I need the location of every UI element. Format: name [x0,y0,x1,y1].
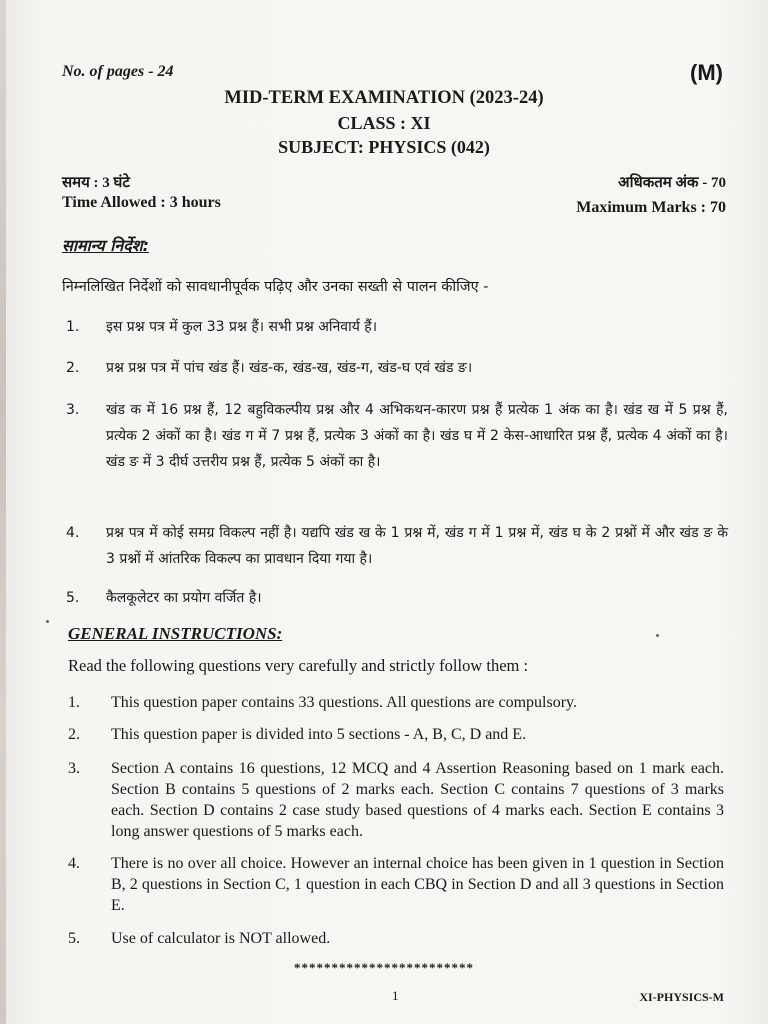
max-marks-english: Maximum Marks : 70 [576,199,726,216]
hindi-instruction-item [62,314,728,340]
item-text: Use of calculator is NOT allowed. [111,930,331,947]
item-text: प्रश्न पत्र में कोई समग्र विकल्प नहीं है। यद्यपि खंड ख के 1 प्रश्न में, खंड ग में 1 प्रश्न में, खंड घ के 2 प्रश्नों में और खंड ङ के 3 प्रश्नों में आंतरिक विकल्प का प्रावधान दिया गया है। [106,525,728,567]
hindi-instructions-heading: सामान्य निर्देश: [62,236,150,255]
item-number: 2. [68,726,80,743]
item-number: 2. [66,360,80,376]
ink-speck [46,620,49,623]
english-instruction-item [64,692,724,713]
hindi-instructions-intro: निम्नलिखित निर्देशों को सावधानीपूर्वक पढ़िए और उनका सख्ती से पालन कीजिए - [62,279,489,295]
english-instruction-item [64,724,724,745]
hindi-instruction-item [62,585,728,611]
english-instruction-item [64,758,724,842]
hindi-instruction-item [62,397,728,475]
item-text: खंड क में 16 प्रश्न हैं, 12 बहुविकल्पीय प्रश्न और 4 अभिकथन-कारण प्रश्न हैं प्रत्येक 1 अंक का है। खंड ख में 5 प्रश्न हैं, प्रत्येक 2 अंकों का है। खंड ग में 7 प्रश्न हैं, प्रत्येक 3 अंकों का है। खंड घ में 2 केस-आधारित प्रश्न हैं, प्रत्येक 4 अंकों का है। खंड ङ में 3 दीर्घ उत्तरीय प्रश्न हैं, प्रत्येक 5 अंकों का है। [106,402,728,470]
item-number: 3. [68,760,80,777]
general-instructions-intro: Read the following questions very carefully and strictly follow them : [68,656,529,675]
item-number: 4. [66,525,80,541]
item-text: This question paper is divided into 5 sections - A, B, C, D and E. [111,726,527,743]
page-number: 1 [392,988,399,1003]
hindi-instruction-item [62,520,728,572]
class-label: CLASS : XI [337,113,431,133]
page-count: No. of pages - 24 [62,63,174,80]
item-text: कैलकूलेटर का प्रयोग वर्जित है। [106,590,262,606]
hindi-instruction-item [62,355,728,381]
item-number: 4. [68,855,80,872]
end-separator: ************************ [294,960,474,975]
exam-title: MID-TERM EXAMINATION (2023-24) [224,88,544,108]
item-text: Section A contains 16 questions, 12 MCQ and 4 Assertion Reasoning based on 1 mark each. Section B contains 5 questions of 2 marks each. Section C contains 7 questions of 3 marks each. Section D contains 2 case study based questions of 4 marks each. Section E contains 3 long answer questions of 5 marks each. [111,760,724,840]
item-number: 5. [66,590,80,606]
time-english: Time Allowed : 3 hours [62,194,221,211]
item-text: There is no over all choice. However an internal choice has been given in 1 question in Section B, 2 questions in Section C, 1 question in each CBQ in Section D and all 3 questions in Section E. [111,855,724,914]
time-hindi: समय : 3 घंटे [62,175,130,191]
item-number: 1. [66,319,80,335]
item-number: 1. [68,694,80,711]
item-text: This question paper contains 33 questions. All questions are compulsory. [111,694,578,711]
ink-speck [656,634,659,637]
general-instructions-heading: GENERAL INSTRUCTIONS: [68,624,283,643]
item-number: 3. [66,402,80,418]
item-text: इस प्रश्न पत्र में कुल 33 प्रश्न हैं। सभी प्रश्न अनिवार्य हैं। [106,319,378,335]
item-text: प्रश्न प्रश्न पत्र में पांच खंड हैं। खंड-क, खंड-ख, खंड-ग, खंड-घ एवं खंड ङ। [106,360,473,376]
item-number: 5. [68,930,80,947]
subject-label: SUBJECT: PHYSICS (042) [278,137,490,157]
paper-code: XI-PHYSICS-M [639,990,724,1004]
english-instruction-item [64,928,724,949]
max-marks-hindi: अधिकतम अंक - 70 [618,175,726,191]
paper-set-marker: (M) [690,60,723,85]
english-instruction-item [64,853,724,916]
